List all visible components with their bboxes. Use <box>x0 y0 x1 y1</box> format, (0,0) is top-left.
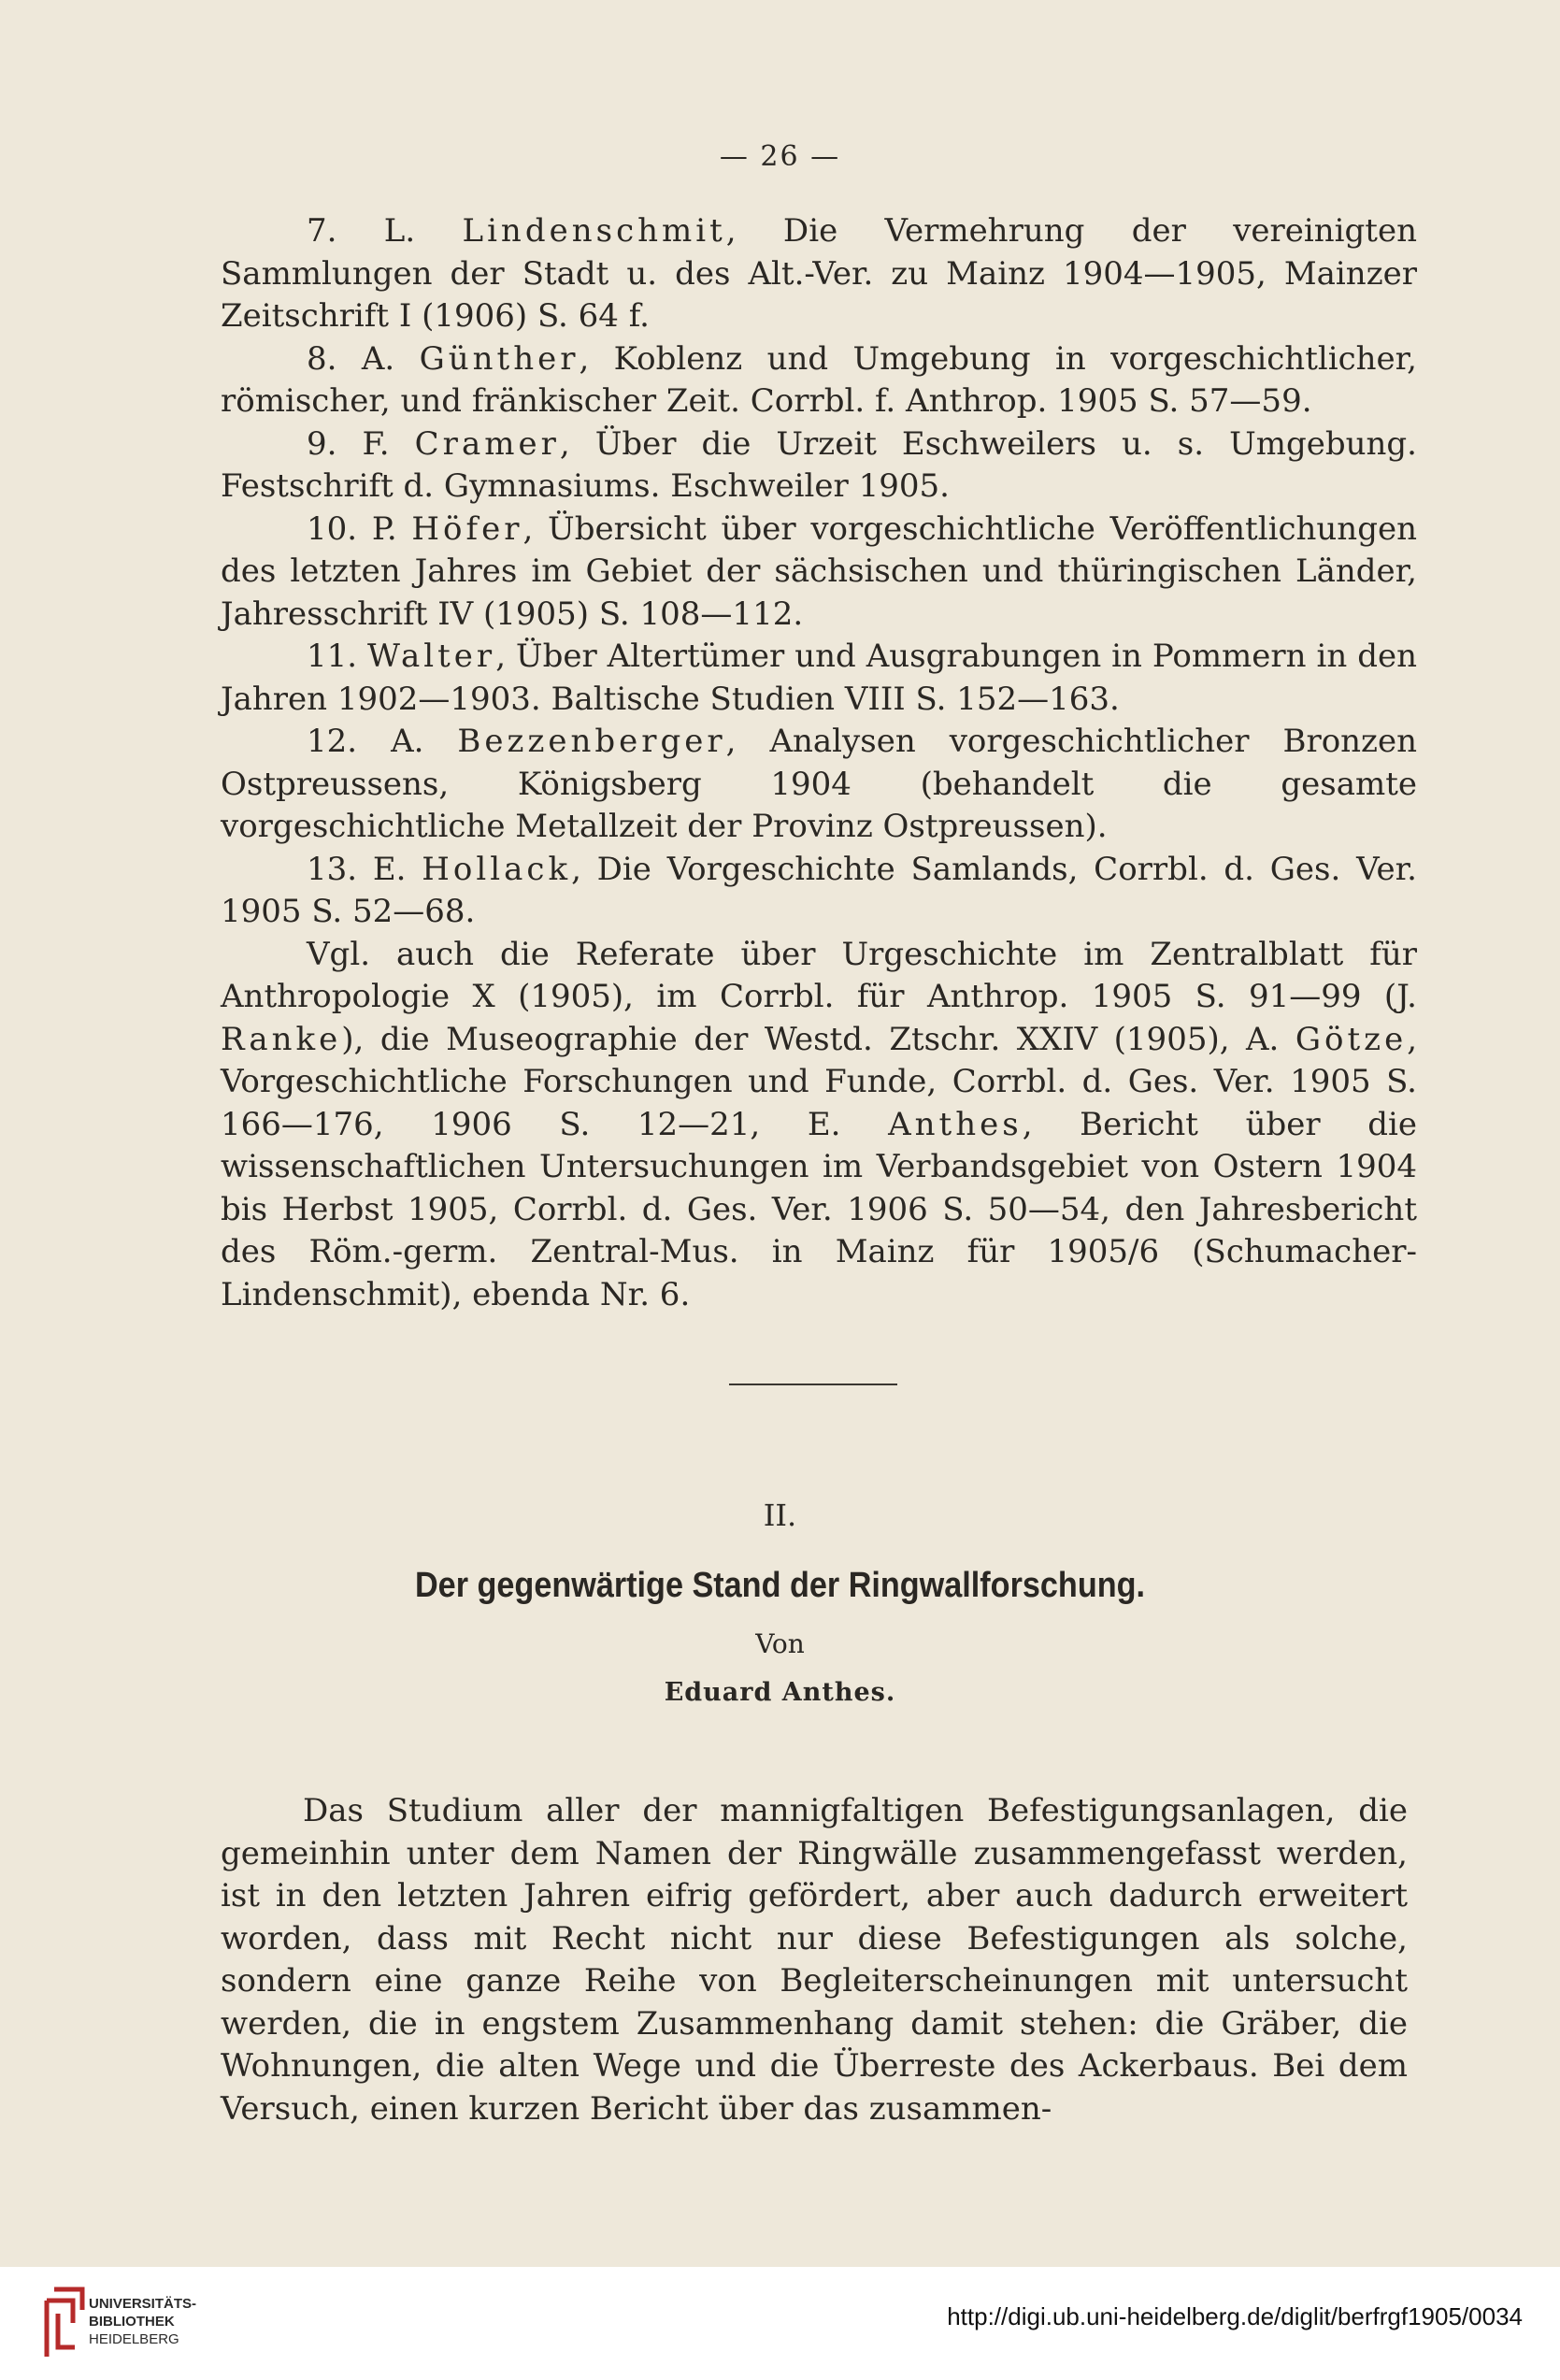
vgl-author-anthes: Anthes <box>888 1105 1023 1143</box>
section-number: II. <box>763 1498 797 1533</box>
reference-author: Bezzenberger <box>457 723 726 760</box>
reference-author: Cramer <box>414 424 560 463</box>
library-name <box>89 2295 196 2348</box>
reference-author: Günther <box>419 339 580 378</box>
reference-text: , Über die Urzeit Eschweilers u. s. Umgebung. Festschrift d. Gymnasiums. Eschweiler 1905. <box>221 424 1417 505</box>
reference-prefix: 12. A. <box>307 723 458 760</box>
article-body <box>221 1790 1408 2130</box>
reference-item <box>221 721 1417 849</box>
reference-item <box>221 423 1417 509</box>
reference-prefix: 9. F. <box>307 424 415 463</box>
source-url-link[interactable]: http://digi.ub.uni-heidelberg.de/diglit/berfrgf1905/0034 <box>947 2302 1523 2330</box>
vgl-author-goetze: Götze <box>1295 1020 1408 1058</box>
vgl-text: ), die Museographie der Westd. Ztschr. XXIV (1905), A. <box>341 1020 1295 1058</box>
reference-item <box>221 849 1417 934</box>
reference-text: , Koblenz und Umgebung in vorgeschichtlicher, römischer, und fränkischer Zeit. Corrbl. f. Anthrop. 1905 S. 57—59. <box>221 339 1417 420</box>
reference-author: Walter <box>367 638 496 675</box>
reference-list <box>221 210 1417 1316</box>
library-name-line: UNIVERSITÄTS- <box>89 2296 197 2312</box>
body-paragraph: Das Studium aller der mannigfaltigen Befestigungsanlagen, die gemeinhin unter dem Namen der Ringwälle zusammengefasst werden, ist in den letzten Jahren eifrig gefördert, aber auch dadurch erweitert worden, dass mit Recht nicht nur diese Befestigungen als solche, sondern eine ganze Reihe von Begleiterscheinungen mit untersucht werden, die in engstem Zusammenhang damit stehen: die Gräber, die Wohnungen, die alten Wege und die Überreste des Ackerbaus. Bei dem Versuch, einen kurzen Bericht über das zusammen- <box>221 1792 1408 2128</box>
reference-author: Lindenschmit <box>462 212 726 250</box>
reference-author: Höfer <box>411 509 523 548</box>
article-author: Eduard Anthes. <box>664 1678 896 1707</box>
vgl-text: Vgl. auch die Referate über Urgeschichte im Zentralblatt für Anthropologie X (1905), im Corrbl. für Anthrop. 1905 S. 91—99 (J. <box>221 935 1417 1015</box>
reference-prefix: 11. <box>307 638 367 675</box>
article-title: Der gegenwärtige Stand der Ringwallforschung. <box>414 1566 1146 1605</box>
vgl-paragraph <box>221 934 1417 1317</box>
footer-bar <box>0 2267 1560 2380</box>
reference-prefix: 8. A. <box>307 339 420 378</box>
reference-item <box>221 636 1417 721</box>
vgl-text: , Vorgeschichtliche Forschungen und Funde, Corrbl. d. Ges. Ver. 1905 S. 166—176, 1906 S. 12—21, E. <box>221 1020 1417 1143</box>
reference-item <box>221 210 1417 338</box>
reference-text: , Die Vermehrung der vereinigten Sammlungen der Stadt u. des Alt.-Ver. zu Mainz 1904—1905, Mainzer Zeitschrift I (1906) S. 64 f. <box>221 212 1417 335</box>
reference-text: , Die Vorgeschichte Samlands, Corrbl. d. Ges. Ver. 1905 S. 52—68. <box>221 850 1417 930</box>
reference-author: Hollack <box>422 850 572 888</box>
section-divider <box>729 1384 897 1385</box>
reference-text: , Übersicht über vorgeschichtliche Veröffentlichungen des letzten Jahres im Gebiet der sächsischen und thüringischen Länder, Jahresschrift IV (1905) S. 108—112. <box>221 509 1417 633</box>
reference-prefix: 7. L. <box>307 212 463 250</box>
reference-item <box>221 338 1417 423</box>
library-name-line: HEIDELBERG <box>89 2331 179 2347</box>
reference-prefix: 10. P. <box>307 509 412 548</box>
vgl-text: , Bericht über die wissenschaftlichen Untersuchungen im Verbandsgebiet von Ostern 1904 bis Herbst 1905, Corrbl. d. Ges. Ver. 1906 S. 50—54, den Jahresbericht des Röm.-germ. Zentral-Mus. in Mainz für 1905/6 (Schumacher-Lindenschmit), ebenda Nr. 6. <box>221 1105 1417 1313</box>
vgl-author-ranke: Ranke <box>221 1020 342 1058</box>
reference-prefix: 13. E. <box>307 850 422 888</box>
page-number: — 26 — <box>719 140 841 173</box>
library-name-line: BIBLIOTHEK <box>89 2314 175 2330</box>
reference-item <box>221 509 1417 637</box>
byline: Von <box>755 1628 805 1659</box>
reference-text: , Analysen vorgeschichtlicher Bronzen Ostpreussens, Königsberg 1904 (behandelt die gesamte vorgeschichtliche Metallzeit der Provinz Ostpreussen). <box>221 723 1417 845</box>
reference-text: , Über Altertümer und Ausgrabungen in Pommern in den Jahren 1902—1903. Baltische Studien VIII S. 152—163. <box>221 638 1417 718</box>
